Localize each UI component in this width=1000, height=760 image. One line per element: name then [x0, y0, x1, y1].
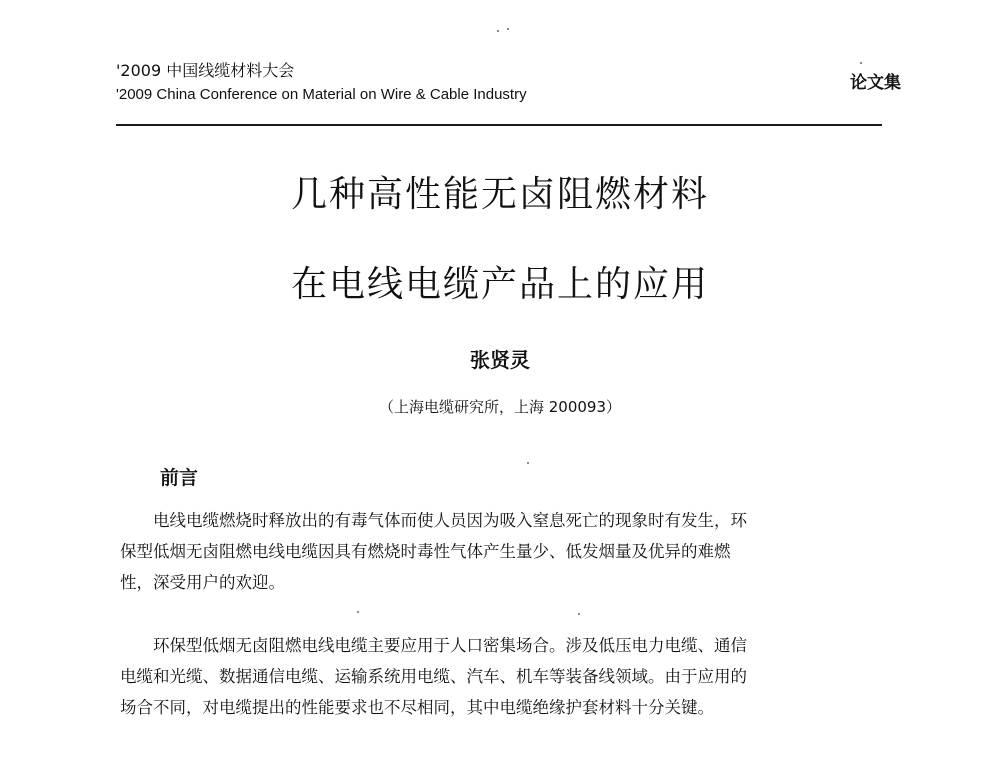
- header-divider: [116, 124, 882, 126]
- section-heading-preface: 前言: [160, 467, 199, 489]
- conference-name-en: '2009 China Conference on Material on Wire & Cable Industry: [116, 86, 527, 103]
- scan-speck: [578, 613, 580, 615]
- paragraph-line: 性，深受用户的欢迎。: [120, 573, 285, 592]
- scan-speck: [860, 62, 862, 64]
- paragraph-line: 场合不同，对电缆提出的性能要求也不尽相同，其中电缆绝缘护套材料十分关键。: [120, 698, 714, 717]
- scan-speck: [497, 30, 499, 32]
- scan-speck: [357, 611, 359, 613]
- paragraph-line: 保型低烟无卤阻燃电线电缆因具有燃烧时毒性气体产生量少、低发烟量及优异的难燃: [120, 542, 731, 561]
- author-affiliation: （上海电缆研究所，上海 200093）: [378, 398, 622, 416]
- paragraph-1: [120, 505, 880, 598]
- author-name: 张贤灵: [470, 348, 530, 372]
- paragraph-line: 电缆和光缆、数据通信电缆、运输系统用电缆、汽车、机车等装备线领域。由于应用的: [120, 667, 747, 686]
- paragraph-line: 环保型低烟无卤阻燃电线电缆主要应用于人口密集场合。涉及低压电力电缆、通信: [153, 636, 747, 655]
- paper-title-line-2: 在电线电缆产品上的应用: [290, 264, 709, 305]
- scan-speck: [507, 28, 509, 30]
- proceedings-label: 论文集: [850, 73, 901, 93]
- conference-name-cn: '2009 中国线缆材料大会: [116, 61, 295, 80]
- scan-speck: [527, 462, 529, 464]
- running-header: [116, 60, 901, 122]
- paragraph-2: [120, 630, 880, 723]
- paper-title-line-1: 几种高性能无卤阻燃材料: [290, 174, 709, 215]
- paragraph-line: 电线电缆燃烧时释放出的有毒气体而使人员因为吸入窒息死亡的现象时有发生，环: [153, 511, 747, 530]
